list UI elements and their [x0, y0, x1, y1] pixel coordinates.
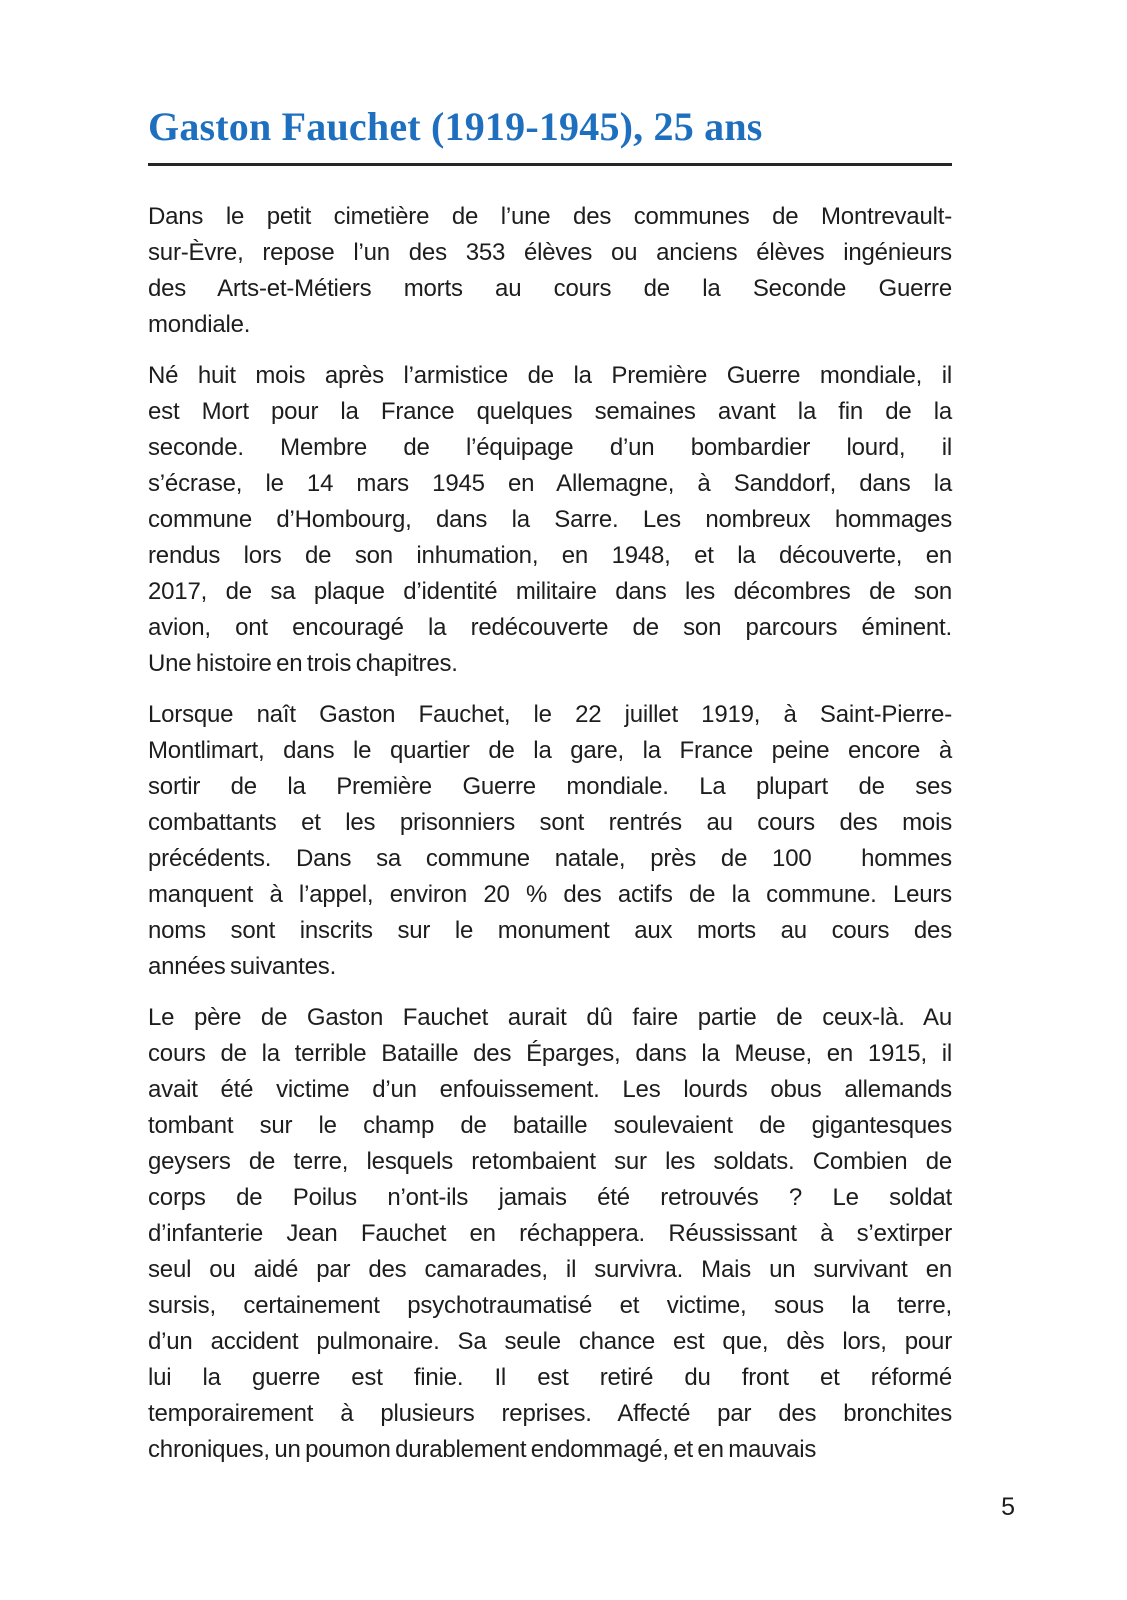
text-line: tombant sur le champ de bataille soulevaient de gigantesques — [148, 1112, 952, 1139]
text-line: seul ou aidé par des camarades, il survivra. Mais un survivant en — [148, 1256, 952, 1283]
text-line: geysers de terre, lesquels retombaient sur les soldats. Combien de — [148, 1148, 952, 1175]
text-line: corps de Poilus n’ont-ils jamais été retrouvés ? Le soldat — [148, 1184, 952, 1211]
text-line: sur-Èvre, repose l’un des 353 élèves ou anciens élèves ingénieurs — [148, 239, 952, 266]
text-line: Montlimart, dans le quartier de la gare, la France peine encore à — [148, 737, 952, 764]
text-line: avion, ont encouragé la redécouverte de son parcours éminent. — [148, 614, 952, 641]
text-line: rendus lors de son inhumation, en 1948, et la découverte, en — [148, 542, 952, 569]
text-line: est Mort pour la France quelques semaines avant la fin de la — [148, 398, 952, 425]
paragraph — [148, 1000, 952, 1468]
text-line: Né huit mois après l’armistice de la Première Guerre mondiale, il — [148, 362, 952, 389]
text-line: manquent à l’appel, environ 20 % des actifs de la commune. Leurs — [148, 881, 952, 908]
document-body — [148, 199, 952, 1468]
paragraph — [148, 358, 952, 682]
text-line: cours de la terrible Bataille des Éparges, dans la Meuse, en 1915, il — [148, 1040, 952, 1067]
text-line: précédents. Dans sa commune natale, près de 100 hommes — [148, 845, 952, 872]
text-line: chroniques, un poumon durablement endommagé, et en mauvais — [148, 1436, 817, 1463]
text-line: 2017, de sa plaque d’identité militaire dans les décombres de son — [148, 578, 952, 605]
text-line: Le père de Gaston Fauchet aurait dû faire partie de ceux-là. Au — [148, 1004, 952, 1031]
text-line: des Arts-et-Métiers morts au cours de la Seconde Guerre — [148, 275, 952, 302]
page-title: Gaston Fauchet (1919-1945), 25 ans — [148, 104, 952, 166]
text-line: Une histoire en trois chapitres. — [148, 650, 458, 677]
text-line: sortir de la Première Guerre mondiale. La plupart de ses — [148, 773, 952, 800]
text-line: d’un accident pulmonaire. Sa seule chance est que, dès lors, pour — [148, 1328, 952, 1355]
text-column — [0, 104, 1127, 1468]
text-line: Dans le petit cimetière de l’une des communes de Montrevault- — [148, 203, 952, 230]
paragraph — [148, 697, 952, 985]
text-line: commune d’Hombourg, dans la Sarre. Les nombreux hommages — [148, 506, 952, 533]
text-line: mondiale. — [148, 311, 251, 338]
text-line: combattants et les prisonniers sont rentrés au cours des mois — [148, 809, 952, 836]
text-line: noms sont inscrits sur le monument aux morts au cours des — [148, 917, 952, 944]
text-line: lui la guerre est finie. Il est retiré du front et réformé — [148, 1364, 952, 1391]
text-line: Lorsque naît Gaston Fauchet, le 22 juillet 1919, à Saint-Pierre- — [148, 701, 952, 728]
text-line: d’infanterie Jean Fauchet en réchappera. Réussissant à s’extirper — [148, 1220, 952, 1247]
page-number: 5 — [1001, 1493, 1015, 1521]
text-line: sursis, certainement psychotraumatisé et victime, sous la terre, — [148, 1292, 952, 1319]
text-line: s’écrase, le 14 mars 1945 en Allemagne, à Sanddorf, dans la — [148, 470, 952, 497]
text-line: avait été victime d’un enfouissement. Les lourds obus allemands — [148, 1076, 952, 1103]
text-line: temporairement à plusieurs reprises. Affecté par des bronchites — [148, 1400, 952, 1427]
paragraph — [148, 199, 952, 343]
text-line: seconde. Membre de l’équipage d’un bombardier lourd, il — [148, 434, 952, 461]
text-line: années suivantes. — [148, 953, 337, 980]
